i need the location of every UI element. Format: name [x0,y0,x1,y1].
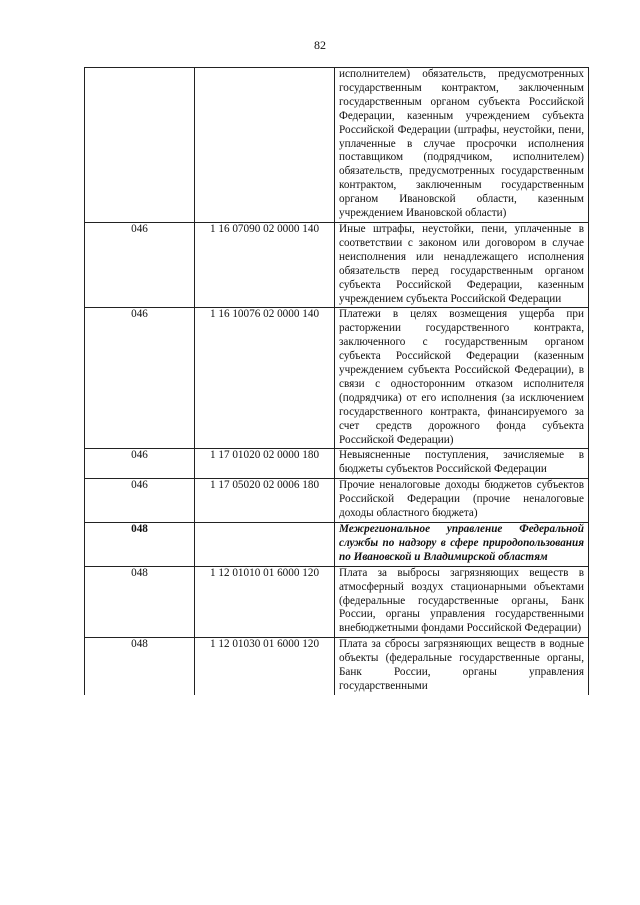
page-number: 82 [314,38,326,52]
description-cell: исполнителем) обязательств, предусмотренных государственным контрактом, заключенным государственным органом субъекта Российской Федерации, казенным учреждением субъекта Российской Федерации (штрафы, неустойки, пени, уплаченные в случае просрочки исполнения поставщиком (подрядчиком, исполнителем) обязательств, предусмотренных государственным контрактом, заключенным государственным органом Ивановской области, казенным учреждением Ивановской области) [335,68,589,223]
table-row [85,566,589,638]
description-cell: Плата за выбросы загрязняющих веществ в атмосферный воздух стационарными объектами (федеральные государственные органы, Банк России, органы управления государственными внебюджетными фондами Российской Федерации) [335,566,589,638]
budget-code-cell [195,523,335,567]
admin-code-cell [85,68,195,223]
description-cell: Плата за сбросы загрязняющих веществ в водные объекты (федеральные государственные органы, Банк России, органы управления государственными [335,638,589,695]
description-cell: Невыясненные поступления, зачисляемые в бюджеты субъектов Российской Федерации [335,449,589,479]
admin-code-cell: 048 [85,638,195,695]
admin-code-cell: 048 [85,523,195,567]
admin-code-cell: 046 [85,479,195,523]
table-row [85,68,589,223]
table-row [85,308,589,449]
table-row [85,449,589,479]
description-cell: Прочие неналоговые доходы бюджетов субъектов Российской Федерации (прочие неналоговые доходы областного бюджета) [335,479,589,523]
table-row [85,222,589,307]
budget-code-cell: 1 16 07090 02 0000 140 [195,222,335,307]
budget-code-cell: 1 12 01010 01 6000 120 [195,566,335,638]
agency-heading-cell: Межрегиональное управление Федеральной службы по надзору в сфере природопользования по Ивановской и Владимирской областям [335,523,589,567]
table-row [85,479,589,523]
table-row-heading [85,523,589,567]
description-cell: Иные штрафы, неустойки, пени, уплаченные в соответствии с законом или договором в случае неисполнения или ненадлежащего исполнения обязательств перед государственным органом субъекта Российской Федерации, казенным учреждением субъекта Российской Федерации [335,222,589,307]
admin-code-cell: 046 [85,308,195,449]
admin-code-cell: 046 [85,449,195,479]
admin-code-cell: 048 [85,566,195,638]
table-row [85,638,589,695]
description-cell: Платежи в целях возмещения ущерба при расторжении государственного контракта, заключенного с государственным органом субъекта Российской Федерации (казенным учреждением субъекта Российской Федерации), в связи с односторонним отказом исполнителя (подрядчика) от его исполнения (за исключением государственного контракта, финансируемого за счет средств дорожного фонда субъекта Российской Федерации) [335,308,589,449]
budget-code-cell [195,68,335,223]
revenue-codes-table [84,67,589,695]
admin-code-cell: 046 [85,222,195,307]
budget-code-cell: 1 17 05020 02 0006 180 [195,479,335,523]
budget-code-cell: 1 17 01020 02 0000 180 [195,449,335,479]
budget-code-cell: 1 12 01030 01 6000 120 [195,638,335,695]
budget-code-cell: 1 16 10076 02 0000 140 [195,308,335,449]
